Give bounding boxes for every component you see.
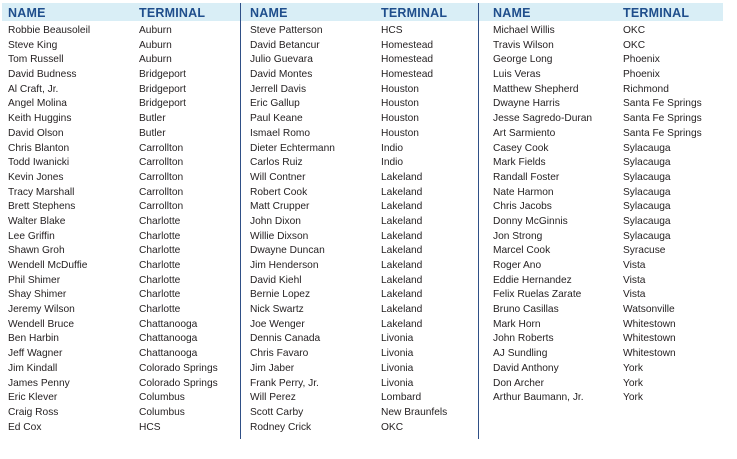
terminal-header: TERMINAL <box>139 6 206 20</box>
table-row <box>479 39 723 54</box>
table-row <box>479 274 723 289</box>
table-row <box>479 112 723 127</box>
column-1 <box>2 3 240 439</box>
terminal-name: Livonia <box>381 333 414 345</box>
terminal-name: Sylacauga <box>623 157 671 169</box>
terminal-name: Charlotte <box>139 274 181 286</box>
table-row <box>2 171 240 186</box>
table-row <box>240 24 478 39</box>
terminal-name: Homestead <box>381 54 434 66</box>
driver-name: Jim Henderson <box>250 260 319 271</box>
terminal-name: Chattanooga <box>139 333 198 345</box>
terminal-name: Charlotte <box>139 230 181 242</box>
driver-name: Bruno Casillas <box>493 304 559 316</box>
table-row <box>479 288 723 303</box>
driver-name: Casey Cook <box>493 142 549 154</box>
table-row <box>479 127 723 142</box>
table-row <box>2 156 240 171</box>
driver-name: Mark Horn <box>493 318 541 330</box>
table-row <box>479 391 723 406</box>
driver-name: Dieter Echtermann <box>250 142 335 154</box>
terminal-name: Lakeland <box>381 260 423 271</box>
driver-name: Felix Ruelas Zarate <box>493 289 582 301</box>
table-row <box>2 274 240 289</box>
terminal-name: Charlotte <box>139 304 181 316</box>
terminal-name: Phoenix <box>623 69 660 81</box>
terminal-name: HCS <box>381 25 403 36</box>
driver-name: Nate Harmon <box>493 186 554 198</box>
driver-name: Tom Russell <box>8 54 64 66</box>
table-row <box>240 186 478 201</box>
driver-name: Ben Harbin <box>8 333 59 345</box>
terminal-name: Lakeland <box>381 230 423 242</box>
table-row <box>2 83 240 98</box>
terminal-name: OKC <box>623 25 646 36</box>
terminal-name: Carrollton <box>139 186 184 198</box>
terminal-name: Auburn <box>139 39 172 51</box>
terminal-name: Lakeland <box>381 318 423 330</box>
terminal-name: Indio <box>381 157 404 169</box>
driver-name: Jim Kindall <box>8 362 58 374</box>
column-3 <box>479 3 723 439</box>
terminal-name: York <box>623 362 644 374</box>
driver-name: Chris Favaro <box>250 348 309 360</box>
driver-name: Matt Crupper <box>250 201 310 213</box>
terminal-name: Homestead <box>381 39 434 51</box>
terminal-name: Houston <box>381 83 419 95</box>
rows <box>479 24 723 406</box>
driver-name: Robert Cook <box>250 186 308 198</box>
terminal-name: Lakeland <box>381 186 423 198</box>
driver-name: Chris Jacobs <box>493 201 552 213</box>
driver-name: John Roberts <box>493 333 554 345</box>
terminal-name: Bridgeport <box>139 83 187 95</box>
terminal-name: Columbus <box>139 406 185 418</box>
terminal-name: Chattanooga <box>139 318 198 330</box>
driver-name: Jesse Sagredo-Duran <box>493 113 593 125</box>
table-row <box>2 230 240 245</box>
table-row <box>2 53 240 68</box>
driver-name: Art Sarmiento <box>493 127 556 139</box>
table-row <box>479 332 723 347</box>
table-row <box>2 377 240 392</box>
table-row <box>240 421 478 436</box>
driver-name: Randall Foster <box>493 171 560 183</box>
table-row <box>240 377 478 392</box>
table-row <box>479 97 723 112</box>
driver-name: Dwayne Duncan <box>250 245 325 257</box>
driver-name: David Kiehl <box>250 274 302 286</box>
driver-name: Al Craft, Jr. <box>8 83 59 95</box>
table-row <box>2 288 240 303</box>
table-row <box>479 244 723 259</box>
table-row <box>240 244 478 259</box>
table-row <box>2 318 240 333</box>
terminal-header: TERMINAL <box>381 6 448 20</box>
table-row <box>240 215 478 230</box>
terminal-name: Sylacauga <box>623 201 671 213</box>
terminal-name: Livonia <box>381 377 414 389</box>
driver-name: Mark Fields <box>493 157 546 169</box>
table-row <box>2 215 240 230</box>
driver-name: Steve Patterson <box>250 25 323 36</box>
table-row <box>479 230 723 245</box>
table-row <box>240 171 478 186</box>
driver-name: David Anthony <box>493 362 559 374</box>
terminal-name: Livonia <box>381 348 414 360</box>
driver-name: Lee Griffin <box>8 230 55 242</box>
table-row <box>2 39 240 54</box>
table-row <box>2 332 240 347</box>
table-row <box>479 53 723 68</box>
driver-name: Shay Shimer <box>8 289 67 301</box>
driver-name: Donny McGinnis <box>493 215 568 227</box>
driver-name: Ed Cox <box>8 421 42 433</box>
table-row <box>2 200 240 215</box>
table-row <box>479 186 723 201</box>
terminal-name: Sylacauga <box>623 230 671 242</box>
table-row <box>240 406 478 421</box>
rows <box>240 24 478 435</box>
driver-name: David Montes <box>250 69 313 81</box>
driver-name: Wendell Bruce <box>8 318 75 330</box>
table-row <box>240 127 478 142</box>
table-row <box>240 332 478 347</box>
driver-name: Joe Wenger <box>250 318 305 330</box>
terminal-name: Houston <box>381 113 419 125</box>
terminal-name: Watsonville <box>623 304 675 316</box>
table-row <box>2 24 240 39</box>
terminal-name: Lakeland <box>381 215 423 227</box>
driver-name: David Olson <box>8 127 64 139</box>
terminal-name: Whitestown <box>623 318 676 330</box>
terminal-name: Columbus <box>139 392 185 404</box>
terminal-name: Santa Fe Springs <box>623 98 702 110</box>
driver-name: Jon Strong <box>493 230 543 242</box>
terminal-name: Santa Fe Springs <box>623 113 702 125</box>
terminal-name: Chattanooga <box>139 348 198 360</box>
driver-name: John Dixon <box>250 215 301 227</box>
table-row <box>240 53 478 68</box>
driver-name: Will Perez <box>250 392 296 404</box>
terminal-name: Sylacauga <box>623 142 671 154</box>
driver-name: James Penny <box>8 377 70 389</box>
driver-name: Michael Willis <box>493 25 555 36</box>
driver-name: Jerrell Davis <box>250 83 307 95</box>
terminal-name: Carrollton <box>139 171 184 183</box>
table-row <box>240 39 478 54</box>
table-row <box>2 362 240 377</box>
table-row <box>240 112 478 127</box>
terminal-name: Carrollton <box>139 157 184 169</box>
terminal-name: Vista <box>623 260 646 271</box>
table-row <box>240 318 478 333</box>
driver-name: Ismael Romo <box>250 127 311 139</box>
table-row <box>240 259 478 274</box>
driver-name: Kevin Jones <box>8 171 64 183</box>
table-row <box>240 391 478 406</box>
terminal-name: New Braunfels <box>381 406 448 418</box>
driver-name: Carlos Ruiz <box>250 157 303 169</box>
terminal-name: OKC <box>623 39 646 51</box>
driver-name: Brett Stephens <box>8 201 76 213</box>
driver-name: Paul Keane <box>250 113 303 125</box>
table-row <box>479 215 723 230</box>
terminal-name: Syracuse <box>623 245 666 257</box>
table-row <box>479 171 723 186</box>
table-row <box>240 68 478 83</box>
driver-name: Will Contner <box>250 171 306 183</box>
terminal-name: Whitestown <box>623 333 676 345</box>
driver-name: Robbie Beausoleil <box>8 25 91 36</box>
table-row <box>2 391 240 406</box>
terminal-name: Lakeland <box>381 171 423 183</box>
terminal-name: York <box>623 377 644 389</box>
terminal-name: York <box>623 392 644 404</box>
terminal-name: Colorado Springs <box>139 362 218 374</box>
terminal-name: Homestead <box>381 69 434 81</box>
terminal-name: Lombard <box>381 392 422 404</box>
driver-name: David Betancur <box>250 39 320 51</box>
driver-name: AJ Sundling <box>493 348 548 360</box>
terminal-name: Butler <box>139 113 166 125</box>
driver-name: Todd Iwanicki <box>8 157 70 169</box>
driver-name: Jeff Wagner <box>8 348 63 360</box>
terminal-name: Houston <box>381 98 419 110</box>
table-row <box>479 83 723 98</box>
driver-name: Wendell McDuffie <box>8 260 88 271</box>
terminal-name: Phoenix <box>623 54 660 66</box>
table-row <box>2 127 240 142</box>
terminal-name: Butler <box>139 127 166 139</box>
table-row <box>240 230 478 245</box>
terminal-name: Auburn <box>139 25 172 36</box>
terminal-name: OKC <box>381 421 404 433</box>
table-row <box>479 259 723 274</box>
table-row <box>2 421 240 436</box>
driver-name: Scott Carby <box>250 406 304 418</box>
driver-name: Eric Klever <box>8 392 58 404</box>
driver-name: Walter Blake <box>8 215 66 227</box>
table-row <box>2 186 240 201</box>
terminal-name: Houston <box>381 127 419 139</box>
driver-name: Matthew Shepherd <box>493 83 579 95</box>
terminal-name: Sylacauga <box>623 186 671 198</box>
driver-name: Chris Blanton <box>8 142 70 154</box>
terminal-name: Carrollton <box>139 201 184 213</box>
driver-name: Travis Wilson <box>493 39 554 51</box>
driver-name: Eric Gallup <box>250 98 300 110</box>
terminal-name: Carrollton <box>139 142 184 154</box>
terminal-name: Whitestown <box>623 348 676 360</box>
table-row <box>2 347 240 362</box>
table-row <box>2 244 240 259</box>
driver-name: Julio Guevara <box>250 54 313 66</box>
table-row <box>479 156 723 171</box>
name-header: NAME <box>250 6 288 20</box>
terminal-name: Charlotte <box>139 215 181 227</box>
terminal-name: Auburn <box>139 54 172 66</box>
name-header: NAME <box>493 6 531 20</box>
terminal-name: Vista <box>623 289 646 301</box>
terminal-name: Indio <box>381 142 404 154</box>
table-row <box>479 362 723 377</box>
table-row <box>240 303 478 318</box>
driver-name: David Budness <box>8 69 77 81</box>
driver-name: Luis Veras <box>493 69 541 81</box>
table-row <box>240 288 478 303</box>
table-row <box>240 362 478 377</box>
terminal-name: HCS <box>139 421 161 433</box>
driver-name: Frank Perry, Jr. <box>250 377 319 389</box>
terminal-name: Bridgeport <box>139 69 187 81</box>
driver-name: Bernie Lopez <box>250 289 311 301</box>
name-header: NAME <box>8 6 46 20</box>
driver-name: Steve King <box>8 39 58 51</box>
table-row <box>240 156 478 171</box>
terminal-name: Charlotte <box>139 260 181 271</box>
driver-name: Eddie Hernandez <box>493 274 572 286</box>
terminal-name: Lakeland <box>381 289 423 301</box>
table-row <box>240 274 478 289</box>
table-row <box>2 406 240 421</box>
driver-name: Keith Huggins <box>8 113 72 125</box>
terminal-name: Colorado Springs <box>139 377 218 389</box>
table-row <box>479 318 723 333</box>
column-2 <box>240 3 478 439</box>
table-row <box>240 347 478 362</box>
driver-name: Marcel Cook <box>493 245 551 257</box>
driver-name: Arthur Baumann, Jr. <box>493 392 584 404</box>
terminal-name: Sylacauga <box>623 215 671 227</box>
terminal-name: Lakeland <box>381 201 423 213</box>
table-row <box>479 347 723 362</box>
driver-name: Angel Molina <box>8 98 67 110</box>
driver-name: Dwayne Harris <box>493 98 560 110</box>
terminal-name: Bridgeport <box>139 98 187 110</box>
driver-name: George Long <box>493 54 553 66</box>
driver-name: Don Archer <box>493 377 544 389</box>
table-row <box>479 24 723 39</box>
terminal-name: Santa Fe Springs <box>623 127 702 139</box>
table-row <box>479 200 723 215</box>
table-row <box>240 97 478 112</box>
driver-name: Jeremy Wilson <box>8 304 75 316</box>
driver-name: Willie Dixson <box>250 230 309 242</box>
table-row <box>2 142 240 157</box>
table-row <box>240 83 478 98</box>
terminal-name: Charlotte <box>139 245 181 257</box>
table-row <box>2 97 240 112</box>
terminal-name: Vista <box>623 274 646 286</box>
table-row <box>2 259 240 274</box>
driver-name: Rodney Crick <box>250 421 312 433</box>
driver-name: Phil Shimer <box>8 274 61 286</box>
terminal-name: Sylacauga <box>623 171 671 183</box>
terminal-name: Richmond <box>623 83 669 95</box>
terminal-name: Livonia <box>381 362 414 374</box>
table-row <box>2 112 240 127</box>
driver-name: Craig Ross <box>8 406 59 418</box>
driver-name: Nick Swartz <box>250 304 304 316</box>
table-row <box>479 142 723 157</box>
driver-name: Jim Jaber <box>250 362 295 374</box>
table-row <box>240 200 478 215</box>
terminal-name: Lakeland <box>381 304 423 316</box>
driver-name: Shawn Groh <box>8 245 65 257</box>
table-row <box>479 377 723 392</box>
table-row <box>240 142 478 157</box>
driver-name: Roger Ano <box>493 260 542 271</box>
terminal-name: Lakeland <box>381 245 423 257</box>
rows <box>2 24 240 435</box>
driver-name: Dennis Canada <box>250 333 321 345</box>
driver-name: Tracy Marshall <box>8 186 75 198</box>
table-row <box>479 303 723 318</box>
table-row <box>2 303 240 318</box>
terminal-name: Charlotte <box>139 289 181 301</box>
table-row <box>2 68 240 83</box>
terminal-name: Lakeland <box>381 274 423 286</box>
table-row <box>479 68 723 83</box>
terminal-header: TERMINAL <box>623 6 690 20</box>
